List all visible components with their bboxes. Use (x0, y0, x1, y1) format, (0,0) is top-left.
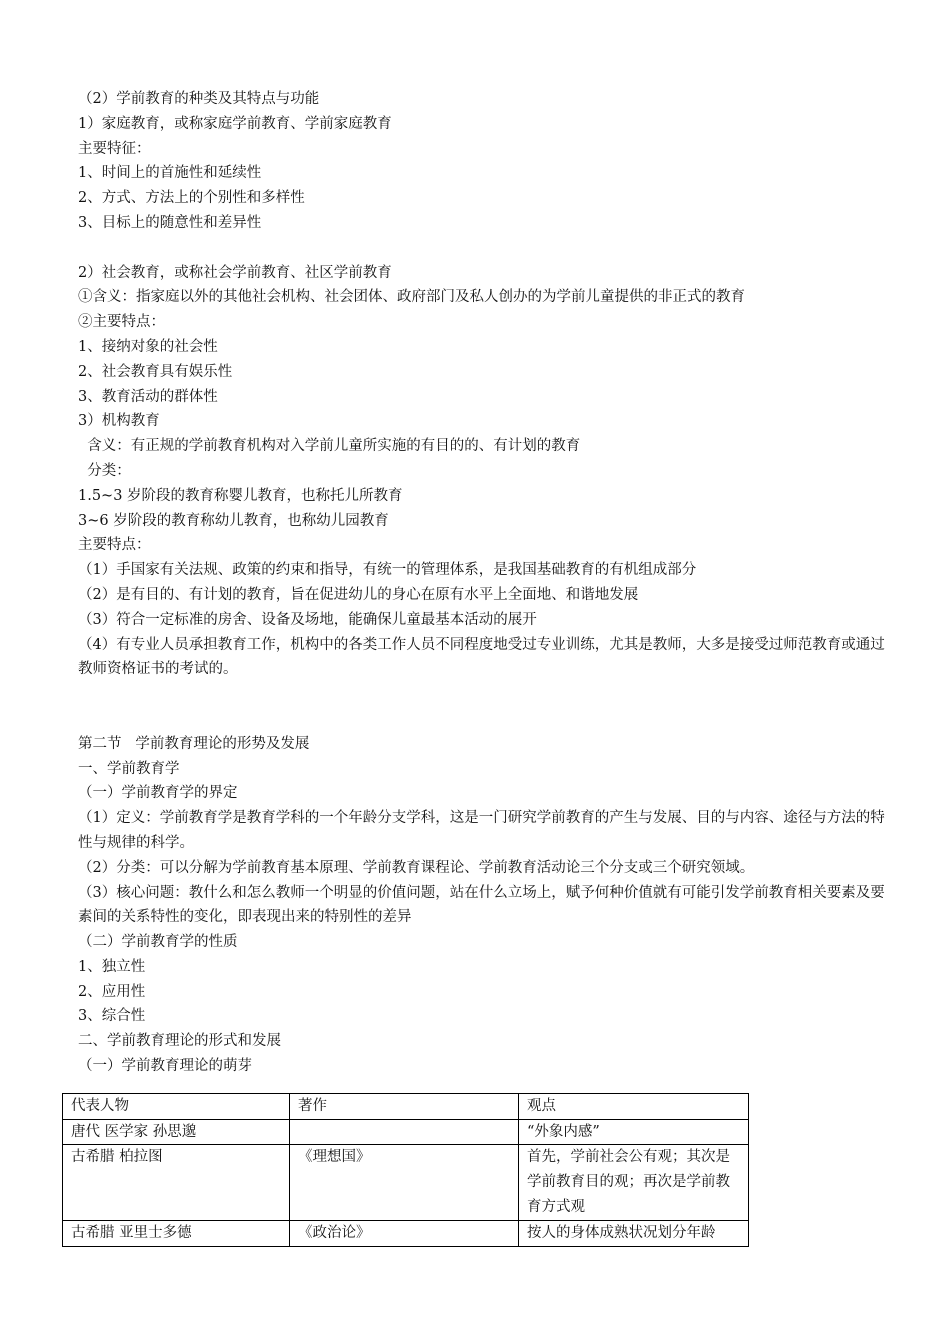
table-cell: “外象内感” (519, 1119, 749, 1145)
table-row (63, 1145, 749, 1220)
table-header-row (63, 1093, 749, 1119)
heading-education-types: （2）学前教育的种类及其特点与功能 (78, 91, 320, 107)
label-classification: 分类： (78, 462, 131, 479)
list-item: 3、综合性 (78, 1008, 146, 1025)
section-education-types (78, 87, 894, 236)
heading-preschool-pedagogy: 一、学前教育学 (78, 760, 180, 777)
subheading-institution-education: 3）机构教育 (78, 413, 160, 430)
subheading-social-education: 2）社会教育，或称社会学前教育、社区学前教育 (78, 264, 392, 281)
definition-institution-education: 含义：有正规的学前教育机构对入学前儿童所实施的有目的的、有计划的教育 (78, 438, 581, 455)
list-item: （3）符合一定标准的房舍、设备及场地，能确保儿童最基本活动的展开 (78, 611, 537, 628)
table-cell (290, 1119, 519, 1145)
blank-lines (78, 682, 894, 732)
table-cell: 古希腊 亚里士多德 (63, 1220, 290, 1246)
header-cell: 代表人物 (63, 1093, 290, 1119)
list-item: 1.5~3 岁阶段的教育称婴儿教育，也称托儿所教育 (78, 487, 403, 504)
spacer (78, 1079, 894, 1093)
heading-theory-forms: 二、学前教育理论的形式和发展 (78, 1033, 281, 1050)
list-item: 3、教育活动的群体性 (78, 388, 218, 405)
list-item: 2、应用性 (78, 983, 146, 1000)
list-item: 3~6 岁阶段的教育称幼儿教育，也称幼儿园教育 (78, 512, 389, 529)
table-row (63, 1220, 749, 1246)
label-main-features: 主要特点： (78, 537, 151, 554)
subheading-definition: （一）学前教育学的界定 (78, 785, 238, 802)
blank-line (78, 236, 894, 261)
section-social-institution-education (78, 261, 894, 683)
header-cell: 著作 (290, 1093, 519, 1119)
list-item: （1）手国家有关法规、政策的约束和指导，有统一的管理体系，是我国基础教育的有机组成部分 (78, 562, 697, 579)
label-main-features: ②主要特点： (78, 314, 165, 331)
subheading-theory-origins: （一）学前教育理论的萌芽 (78, 1058, 252, 1075)
document-page (71, 87, 894, 1247)
list-item: 1、独立性 (78, 958, 146, 975)
section-theory-development (78, 732, 894, 1079)
list-item: 2、社会教育具有娱乐性 (78, 363, 233, 380)
label-main-features: 主要特征： (78, 140, 151, 157)
table-cell: 首先，学前社会公有观；其次是学前教育目的观；再次是学前教育方式观 (519, 1145, 749, 1220)
table-cell: 《理想国》 (290, 1145, 519, 1220)
table-cell: 唐代 医学家 孙思邈 (63, 1119, 290, 1145)
representatives-table (62, 1093, 749, 1247)
list-item: 3、目标上的随意性和差异性 (78, 214, 262, 231)
definition-social-education: ①含义：指家庭以外的其他社会机构、社会团体、政府部门及私人创办的为学前儿童提供的非正式的教育 (78, 289, 745, 306)
list-item: （2）是有目的、有计划的教育，旨在促进幼儿的身心在原有水平上全面地、和谐地发展 (78, 586, 639, 603)
subheading-nature: （二）学前教育学的性质 (78, 934, 238, 951)
table-row (63, 1119, 749, 1145)
paragraph-classification: （2）分类：可以分解为学前教育基本原理、学前教育课程论、学前教育活动论三个分支或三个研究领域。 (78, 859, 755, 876)
table-cell: 古希腊 柏拉图 (63, 1145, 290, 1220)
list-item: （4）有专业人员承担教育工作，机构中的各类工作人员不同程度地受过专业训练，尤其是教师，大多是接受过师范教育或通过教师资格证书的考试的。 (78, 636, 885, 678)
header-cell: 观点 (519, 1093, 749, 1119)
section-title: 第二节 学前教育理论的形势及发展 (78, 735, 310, 752)
paragraph-definition: （1）定义：学前教育学是教育学科的一个年龄分支学科，这是一门研究学前教育的产生与发展、目的与内容、途径与方法的特性与规律的科学。 (78, 810, 885, 851)
table-cell: 《政治论》 (290, 1220, 519, 1246)
list-item: 1、时间上的首施性和延续性 (78, 165, 262, 182)
subheading-family-education: 1）家庭教育，或称家庭学前教育、学前家庭教育 (78, 115, 392, 132)
list-item: 1、接纳对象的社会性 (78, 338, 218, 355)
table-cell: 按人的身体成熟状况划分年龄 (519, 1220, 749, 1246)
paragraph-core-question: （3）核心问题：教什么和怎么教师一个明显的价值问题，站在什么立场上，赋予何种价值就有可能引发学前教育相关要素及要素间的关系特性的变化，即表现出来的特别性的差异 (78, 884, 885, 926)
list-item: 2、方式、方法上的个别性和多样性 (78, 190, 305, 207)
